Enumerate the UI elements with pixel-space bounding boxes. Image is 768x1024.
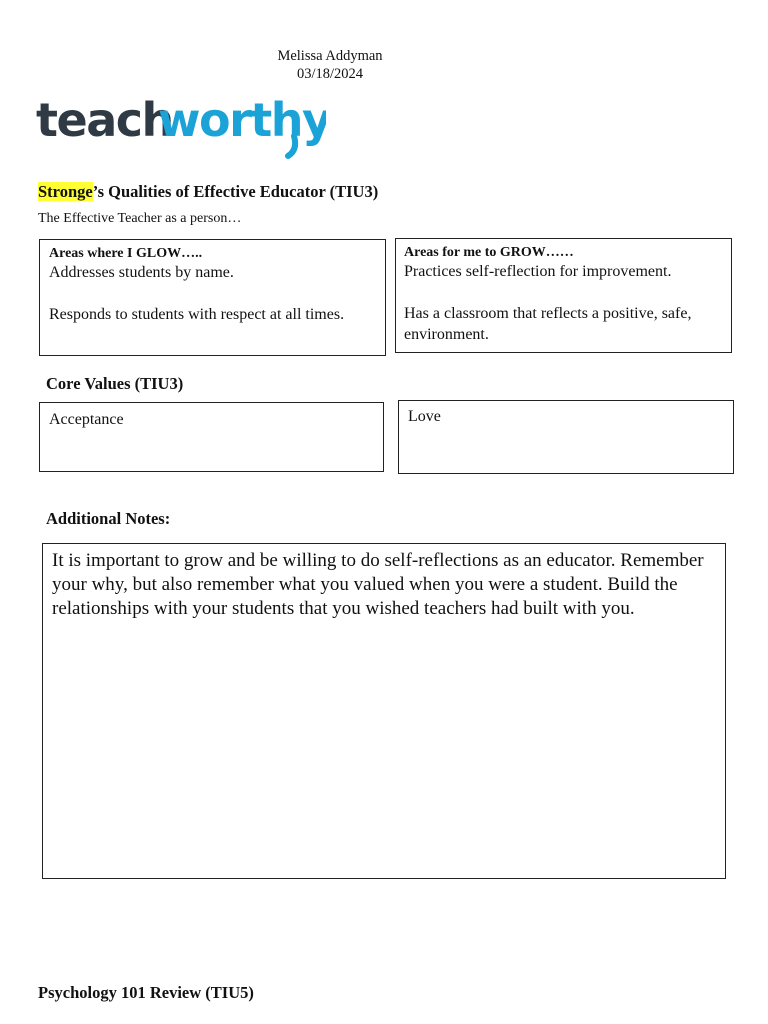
core-value-left: Acceptance: [49, 411, 124, 428]
core-value-left-box: [39, 402, 384, 472]
core-value-right: Love: [408, 408, 441, 425]
core-value-right-box: [398, 400, 734, 474]
grow-item: Practices self-reflection for improvement.: [404, 263, 672, 280]
qualities-subtitle: The Effective Teacher as a person…: [38, 211, 242, 226]
notes-box: [42, 543, 726, 879]
qualities-title-rest: ’s Qualities of Effective Educator (TIU3): [92, 182, 379, 201]
logo-part-worthy: worthy: [158, 93, 326, 147]
glow-heading: Areas where I GLOW…..: [49, 246, 203, 261]
grow-box: [395, 238, 732, 353]
core-values-title: Core Values (TIU3): [46, 374, 184, 393]
notes-title: Additional Notes:: [46, 509, 171, 528]
author-name: Melissa Addyman: [277, 48, 383, 64]
logo-part-teach: teach: [36, 93, 173, 147]
glow-item: Addresses students by name.: [49, 264, 234, 281]
grow-item: Has a classroom that reflects a positive, safe, environment.: [404, 305, 692, 343]
notes-text: It is important to grow and be willing to do self-reflections as an educator. Remember your why, but also remember what you valued when you were a student. Build the relationships with your students that you wished teachers had built with you.: [52, 550, 704, 619]
document-date: 03/18/2024: [296, 66, 364, 82]
teachworthy-logo-icon: [36, 92, 326, 160]
grow-heading: Areas for me to GROW……: [404, 245, 574, 260]
qualities-title-highlight: Stronge: [38, 182, 93, 201]
qualities-title: [38, 182, 378, 202]
glow-item: Responds to students with respect at all times.: [49, 306, 345, 323]
psychology-review-title: Psychology 101 Review (TIU5): [38, 983, 254, 1002]
glow-box: [39, 239, 386, 356]
teachworthy-logo: [36, 92, 326, 165]
author-header: [230, 47, 430, 83]
